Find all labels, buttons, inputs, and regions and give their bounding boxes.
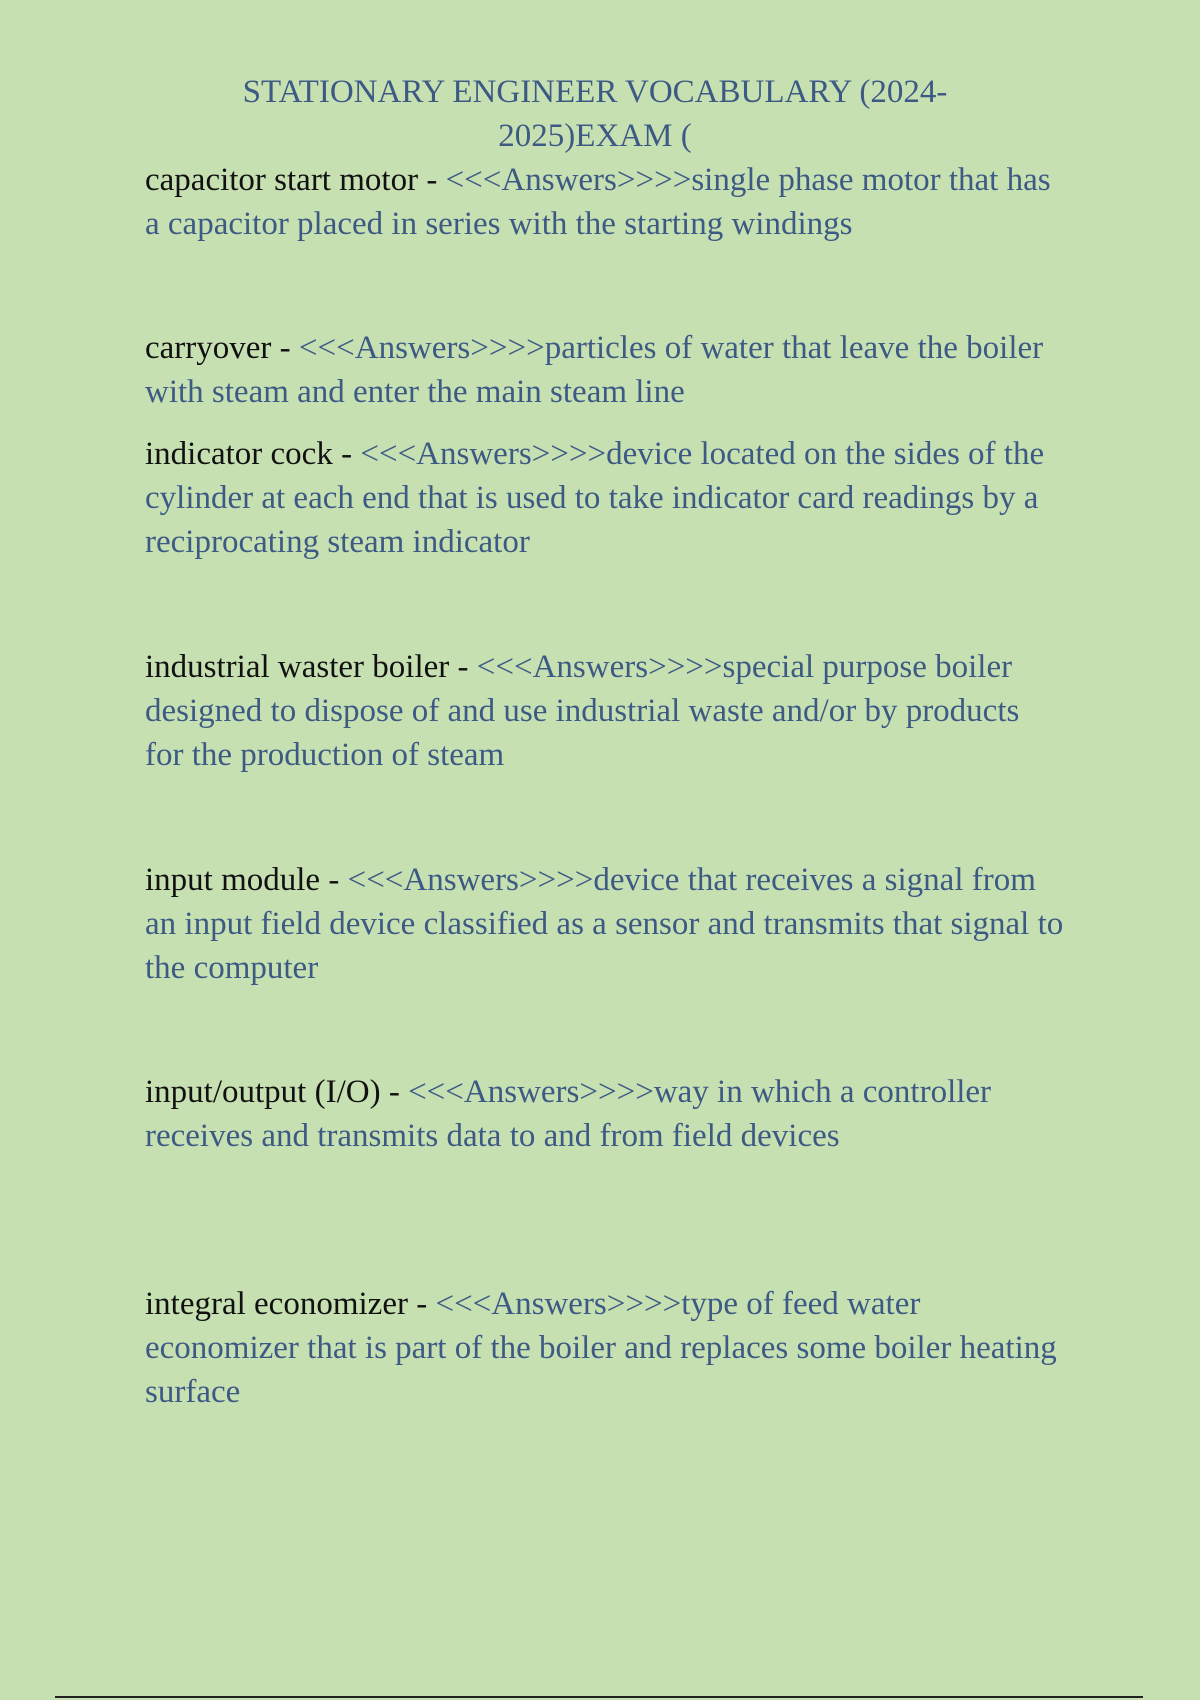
vocab-entry [145,645,1065,777]
answer-marker: <<<Answers>>>> [298,330,545,366]
bottom-divider [55,1696,1143,1698]
vocab-term: input/output (I/O) [145,1074,381,1110]
vocab-entry [145,858,1065,990]
vocab-definition: particles of water that leave the boiler with steam and enter the main steam line [145,330,1044,410]
answer-marker: <<<Answers>>>> [408,1074,654,1110]
term-separator: - [271,330,299,366]
document-title: STATIONARY ENGINEER VOCABULARY (2024-2025)EXAM ( [242,74,948,154]
term-separator: - [380,1074,409,1110]
vocab-definition: device that receives a signal from an input field device classified as a sensor and transmits that signal to the computer [145,862,1064,986]
vocab-entry [145,432,1065,564]
vocab-term: industrial waster boiler [145,649,450,685]
term-separator: - [407,1286,436,1322]
vocab-definition: single phase motor that has a capacitor placed in series with the starting windings [145,162,1051,242]
answer-marker: <<<Answers>>>> [347,862,594,898]
answer-marker: <<<Answers>>>> [435,1286,682,1322]
answer-marker: <<<Answers>>>> [360,436,607,472]
vocab-term: indicator cock [145,436,333,472]
vocab-entry [145,326,1065,414]
term-separator: - [332,436,361,472]
vocab-definition: special purpose boiler designed to dispose of and use industrial waste and/or by products for the production of steam [145,649,1020,773]
vocab-term: integral economizer [145,1286,408,1322]
term-separator: - [418,162,446,198]
vocab-definition: way in which a controller receives and transmits data to and from field devices [145,1074,992,1154]
vocab-entry [145,1282,1065,1414]
vocab-entry [145,1070,1065,1158]
answer-marker: <<<Answers>>>> [445,162,692,198]
answer-marker: <<<Answers>>>> [476,649,723,685]
vocab-entry [145,158,1065,246]
term-separator: - [449,649,477,685]
vocab-term: carryover [145,330,272,366]
vocab-definition: type of feed water economizer that is part of the boiler and replaces some boiler heating surface [145,1286,1057,1410]
vocab-term: input module [145,862,321,898]
term-separator: - [320,862,348,898]
vocab-definition: device located on the sides of the cylinder at each end that is used to take indicator card readings by a reciprocating steam indicator [145,436,1045,560]
vocab-term: capacitor start motor [145,162,419,198]
